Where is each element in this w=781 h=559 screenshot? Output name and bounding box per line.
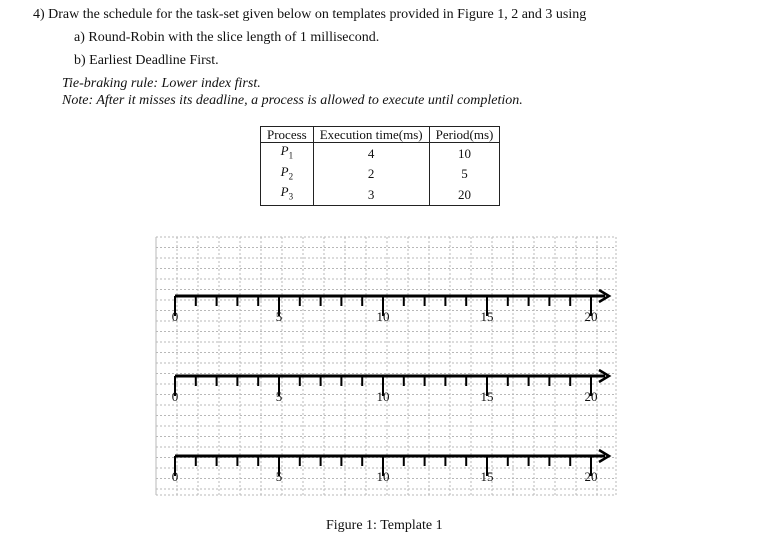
timeline-tick-label: 0: [171, 389, 179, 404]
timeline-tick-label: 20: [584, 469, 598, 484]
process-name: $P_3$: [261, 184, 314, 205]
timeline-tick-label: 10: [376, 309, 390, 324]
question-text: 4) Draw the schedule for the task-set given below on templates provided in Figure 1, 2 and 3 using: [33, 7, 587, 22]
note-text: Note: After it misses its deadline, a process is allowed to execute until completion.: [62, 93, 523, 108]
timeline-tick-label: 10: [376, 389, 390, 404]
timeline-tick-label: 15: [480, 389, 494, 404]
header-execution-time: Execution time(ms): [313, 127, 429, 143]
timeline-tick-label: 5: [275, 469, 283, 484]
header-period: Period(ms): [429, 127, 500, 143]
process-name: $P_2$: [261, 164, 314, 185]
timeline-tick-label: 20: [584, 309, 598, 324]
part-a-text: a) Round-Robin with the slice length of 1 millisecond.: [74, 30, 380, 45]
part-b-text: b) Earliest Deadline First.: [74, 53, 219, 68]
timeline-tick-label: 0: [171, 469, 179, 484]
period: 10: [429, 143, 500, 164]
timeline-tick-label: 0: [171, 309, 179, 324]
tie-breaking-rule: Tie-braking rule: Lower index first.: [62, 76, 261, 91]
timeline-tick-label: 5: [275, 389, 283, 404]
timeline-tick-label: 5: [275, 309, 283, 324]
execution-time: 4: [313, 143, 429, 164]
execution-time: 3: [313, 184, 429, 205]
timeline-tick-label: 15: [480, 469, 494, 484]
execution-time: 2: [313, 164, 429, 185]
timeline-tick-label: 15: [480, 309, 494, 324]
timeline-tick-label: 20: [584, 389, 598, 404]
period: 5: [429, 164, 500, 185]
period: 20: [429, 184, 500, 205]
process-name: $P_1$: [261, 143, 314, 164]
figure-caption: Figure 1: Template 1: [326, 518, 443, 533]
timeline-tick-label: 10: [376, 469, 390, 484]
header-process: Process: [261, 127, 314, 143]
